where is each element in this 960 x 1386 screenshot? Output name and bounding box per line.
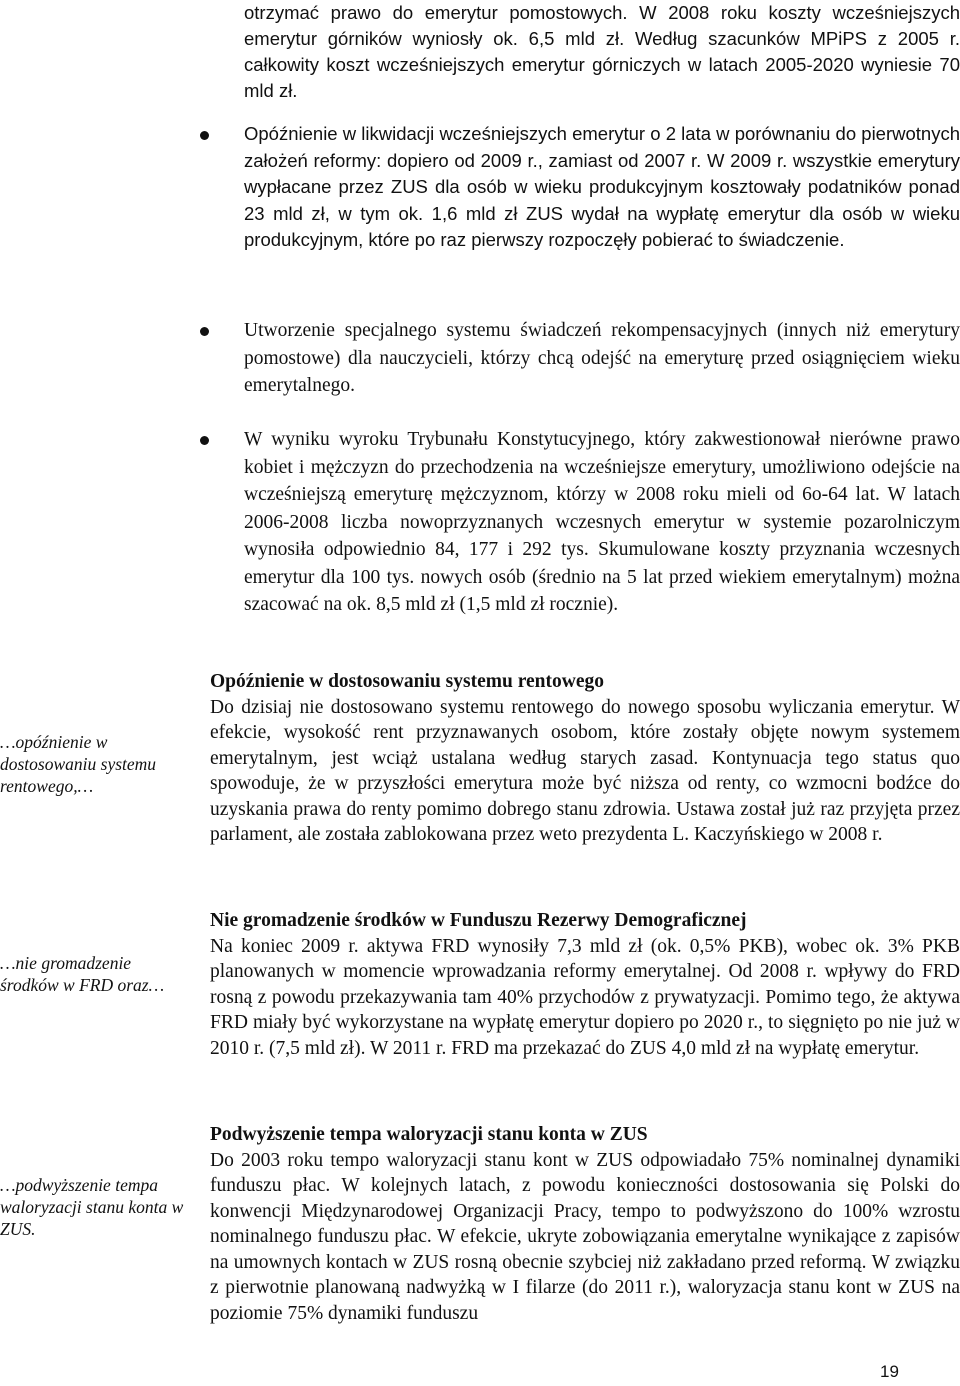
section-heading: Opóźnienie w dostosowaniu systemu rentowego [210, 671, 604, 692]
section-frd [210, 908, 960, 1061]
section-rentowy [210, 669, 960, 848]
sidenote-frd: …nie gromadzenie środków w FRD oraz… [0, 953, 165, 995]
bullet-icon [200, 436, 209, 445]
bullet-icon [200, 131, 209, 140]
section-heading: Nie gromadzenie środków w Funduszu Rezerwy Demograficznej [210, 910, 747, 931]
bullet-text: Opóźnienie w likwidacji wcześniejszych emerytur o 2 lata w porównaniu do pierwotnych założeń reformy: dopiero od 2009 r., zamiast od 2007 r. W 2009 r. wszystkie emerytury wypłacane przez ZUS dla osób w wieku produkcyjnym kosztowały podatników ponad 23 mld zł, w tym ok. 1,6 mld zł ZUS wydał na wypłatę emerytur dla osób w wieku produkcyjnym, które po raz pierwszy rozpoczęły pobierać to świadczenie. [244, 123, 960, 250]
section-heading: Podwyższenie tempa waloryzacji stanu konta w ZUS [210, 1124, 648, 1145]
page-number: 19 [880, 1362, 899, 1381]
section-body: Do 2003 roku tempo waloryzacji stanu kont w ZUS odpowiadało 75% nominalnej dynamiki funduszu płac. W kolejnych latach, z powodu konieczności dostosowania się Polski do konwencji Międzynarodowej Organizacji Pracy, tempo to podwyższono do 100% wzrostu nominalnego funduszu płac. W efekcie, ukryte zobowiązania emerytalne wynikające z zapisów na umownych kontach w ZUS rosną obecnie szybciej niż zakładano przed reformą. W związku z pierwotnie planowaną nadwyżką w I filarze (do 2011 r.), waloryzacja stanu kont w ZUS na poziomie 75% dynamiki funduszu [210, 1149, 960, 1324]
bullet-icon [200, 327, 209, 336]
section-waloryzacja [210, 1122, 960, 1326]
sidenote-rentowy: …opóźnienie w dostosowaniu systemu rentowego,… [0, 732, 157, 796]
section-body: Do dzisiaj nie dostosowano systemu rentowego do nowego sposobu wyliczania emerytur. W efekcie, wysokość rent przyznawanych osobom, które zostały objęte nowym systemem emerytalnym, jest wciąż ustalana według starych zasad. Kontynuacja tego status quo spowoduje, że w przyszłości emerytura może być niższa od renty, co wzmocni bodźce do uzyskania prawa do renty pomimo dobrego stanu zdrowia. Ustawa został już raz przyjęta przez parlament, ale została zablokowana przez weto prezydenta L. Kaczyńskiego w 2008 r. [210, 696, 960, 845]
sidenote-waloryzacja: …podwyższenie tempa waloryzacji stanu konta w ZUS. [0, 1175, 184, 1239]
section-body: Na koniec 2009 r. aktywa FRD wynosiły 7,3 mld zł (ok. 0,5% PKB), wobec ok. 3% PKB planowanych w momencie wprowadzania reformy emerytalnej. Od 2008 r. wpływy do FRD rosną z powodu przekazywania tam 40% przychodów z prywatyzacji. Pomimo tego, że aktywa FRD miały być wykorzystane na wypłatę emerytur dopiero po 2020 r., to sięgnięto po nie już w 2010 r. (7,5 mld zł). W 2011 r. FRD ma przekazać do ZUS 4,0 mld zł na wypłatę emerytur. [210, 935, 960, 1059]
bullet-text: W wyniku wyroku Trybunału Konstytucyjnego, który zakwestionował nierówne prawo kobiet i mężczyzn do przechodzenia na wcześniejsze emerytury, umożliwiono odejście na wcześniejszą emeryturę mężczyznom, którzy w 2008 roku mieli od 6o-64 lat. W latach 2006-2008 liczba nowoprzyznanych wczesnych emerytur w systemie pozarolniczym wynosiła odpowiednio 84, 177 i 292 tys. Skumulowane koszty przyznania wczesnych emerytur dla 100 tys. nowych osób (średnio na 5 lat przed wiekiem emerytalnym) można szacować na ok. 8,5 mld zł (1,5 mld zł rocznie). [244, 429, 960, 615]
top-paragraph: otrzymać prawo do emerytur pomostowych. W 2008 roku koszty wcześniejszych emerytur górników wyniosły ok. 6,5 mld zł. Według szacunków MPiPS z 2005 r. całkowity koszt wcześniejszych emerytur górniczych w latach 2005-2020 wyniesie 70 mld zł. [244, 2, 960, 101]
bullet-text: Utworzenie specjalnego systemu świadczeń rekompensacyjnych (innych niż emerytury pomostowe) dla nauczycieli, którzy chcą odejść na emeryturę przed osiągnięciem wieku emerytalnego. [244, 320, 960, 396]
